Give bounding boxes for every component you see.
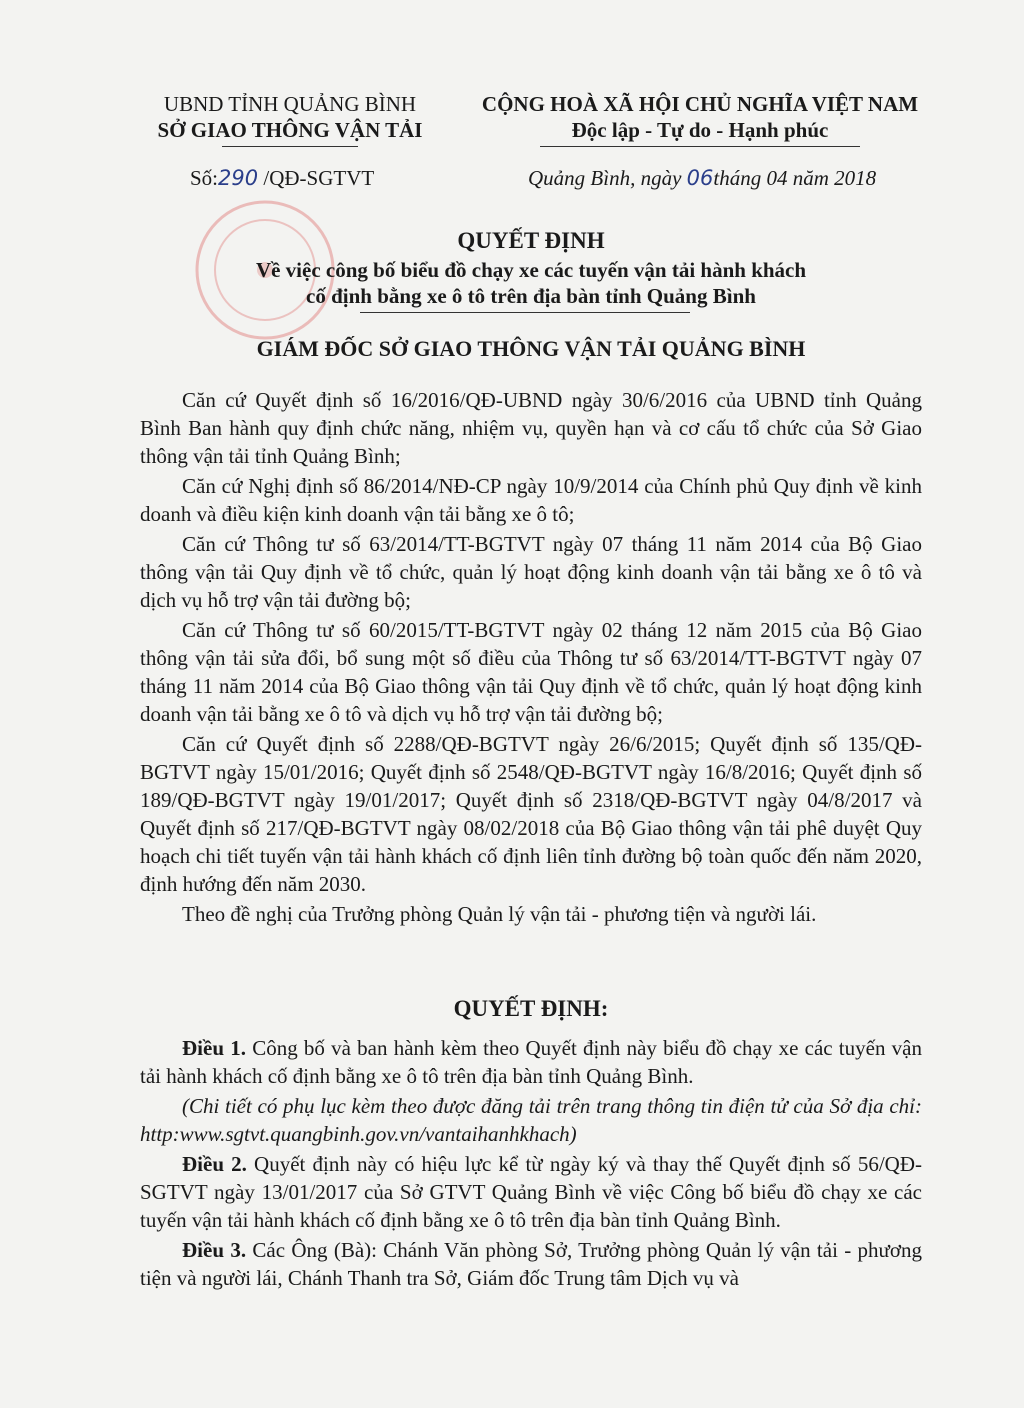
number-suffix: /QĐ-SGTVT xyxy=(258,166,375,190)
agency-underline xyxy=(222,146,358,147)
document-number xyxy=(190,166,374,191)
subject-underline xyxy=(360,312,690,313)
number-prefix: Số: xyxy=(190,166,219,190)
article-1-text: Công bố và ban hành kèm theo Quyết định này biểu đồ chạy xe các tuyến vận tải hành khách cố định bằng xe ô tô trên địa bàn tỉnh Quảng Bình. xyxy=(140,1036,922,1088)
preamble-item: Căn cứ Thông tư số 63/2014/TT-BGTVT ngày 07 tháng 11 năm 2014 của Bộ Giao thông vận tải Quy định về tổ chức, quản lý hoạt động kinh doanh vận tải bằng xe ô tô và dịch vụ hỗ trợ vận tải đường bộ; xyxy=(140,532,922,612)
article-2-label: Điều 2. xyxy=(182,1152,247,1176)
articles xyxy=(140,1034,922,1294)
date-suffix: tháng 04 năm 2018 xyxy=(713,166,877,190)
agency-name: SỞ GIAO THÔNG VẬN TẢI xyxy=(157,118,423,142)
date-prefix: Quảng Bình, ngày xyxy=(528,166,687,190)
preamble-item: Căn cứ Quyết định số 16/2016/QĐ-UBND ngày 30/6/2016 của UBND tỉnh Quảng Bình Ban hành quy định chức năng, nhiệm vụ, quyền hạn và cơ cấu tổ chức của Sở Giao thông vận tải tỉnh Quảng Bình; xyxy=(140,388,922,468)
bleed-through-text xyxy=(70,92,74,112)
document-date xyxy=(528,166,876,191)
article-1-label: Điều 1. xyxy=(182,1036,246,1060)
preamble xyxy=(140,386,922,930)
agency-parent: UBND TỈNH QUẢNG BÌNH xyxy=(163,92,417,116)
decision-title: QUYẾT ĐỊNH xyxy=(457,228,605,253)
article-1-note: (Chi tiết có phụ lục kèm theo được đăng tải trên trang thông tin điện tử của Sở địa chỉ: http:www.sgtvt.quangbinh.gov.vn/vantaihanhkhach) xyxy=(140,1094,922,1146)
article-3-label: Điều 3. xyxy=(182,1238,247,1262)
issuing-authority: GIÁM ĐỐC SỞ GIAO THÔNG VẬN TẢI QUẢNG BÌNH xyxy=(256,336,806,361)
decision-subject-line2: cố định bằng xe ô tô trên địa bàn tỉnh Quảng Bình xyxy=(306,284,756,308)
article-2 xyxy=(140,1150,922,1234)
motto-underline xyxy=(540,146,860,147)
preamble-item: Theo đề nghị của Trưởng phòng Quản lý vận tải - phương tiện và người lái. xyxy=(182,902,817,926)
preamble-item: Căn cứ Quyết định số 2288/QĐ-BGTVT ngày 26/6/2015; Quyết định số 135/QĐ-BGTVT ngày 15/01/2016; Quyết định số 2548/QĐ-BGTVT ngày 16/8/2016; Quyết định số 189/QĐ-BGTVT ngày 19/01/2017; Quyết định số 2318/QĐ-BGTVT ngày 04/8/2017 và Quyết định số 217/QĐ-BGTVT ngày 08/02/2018 của Bộ Giao thông vận tải phê duyệt Quy hoạch chi tiết tuyến vận tải hành khách cố định liên tỉnh đường bộ toàn quốc đến năm 2020, định hướng đến năm 2030. xyxy=(140,732,922,896)
number-handwritten: 290 xyxy=(218,166,259,190)
national-motto: Độc lập - Tự do - Hạnh phúc xyxy=(571,118,829,142)
article-3-text: Các Ông (Bà): Chánh Văn phòng Sở, Trưởng phòng Quản lý vận tải - phương tiện và người lái, Chánh Thanh tra Sở, Giám đốc Trung tâm Dịch vụ và xyxy=(140,1238,923,1290)
preamble-item: Căn cứ Nghị định số 86/2014/NĐ-CP ngày 10/9/2014 của Chính phủ Quy định về kinh doanh và điều kiện kinh doanh vận tải bằng xe ô tô; xyxy=(140,474,922,526)
preamble-item: Căn cứ Thông tư số 60/2015/TT-BGTVT ngày 02 tháng 12 năm 2015 của Bộ Giao thông vận tải sửa đổi, bổ sung một số điều của Thông tư số 63/2014/TT-BGTVT ngày 07 tháng 11 năm 2014 của Bộ Giao thông vận tải Quy định về tổ chức, quản lý hoạt động kinh doanh vận tải bằng xe ô tô và dịch vụ hỗ trợ vận tải đường bộ; xyxy=(140,618,922,726)
date-handwritten: 06 xyxy=(686,166,714,190)
decision-heading: QUYẾT ĐỊNH: xyxy=(453,996,609,1021)
national-title: CỘNG HOÀ XÃ HỘI CHỦ NGHĨA VIỆT NAM xyxy=(481,92,919,116)
decision-subject-line1: Về việc công bố biểu đồ chạy xe các tuyến vận tải hành khách xyxy=(255,258,807,282)
article-3 xyxy=(140,1236,922,1292)
article-2-text: Quyết định này có hiệu lực kể từ ngày ký và thay thế Quyết định số 56/QĐ-SGTVT ngày 13/01/2017 của Sở GTVT Quảng Bình về việc Công bố biểu đồ chạy xe các tuyến vận tải hành khách cố định bằng xe ô tô trên địa bàn tỉnh Quảng Bình. xyxy=(140,1152,922,1232)
article-1 xyxy=(140,1034,922,1090)
